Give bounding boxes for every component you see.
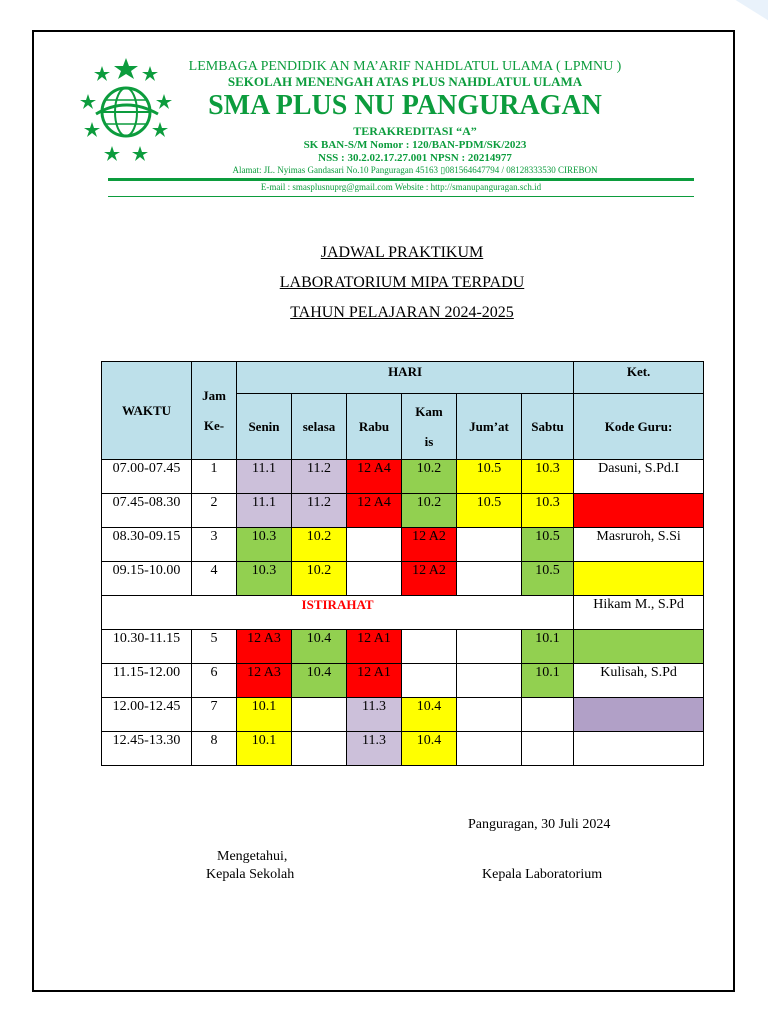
jam-cell: 6 <box>192 664 237 698</box>
class-cell: 12 A2 <box>402 528 457 562</box>
class-cell: 12 A1 <box>347 630 402 664</box>
table-row <box>102 494 704 528</box>
class-cell <box>347 562 402 596</box>
class-cell: 10.3 <box>237 528 292 562</box>
nss-npsn: NSS : 30.2.02.17.27.001 NPSN : 20214977 <box>318 152 512 164</box>
header-jam-line1: Jam <box>202 387 226 403</box>
class-cell <box>457 562 522 596</box>
class-cell: 10.1 <box>237 698 292 732</box>
class-cell: 10.5 <box>522 562 574 596</box>
class-cell: 10.5 <box>457 494 522 528</box>
jam-cell: 3 <box>192 528 237 562</box>
day-kamis <box>402 394 457 460</box>
ket-cell: Kulisah, S.Pd <box>574 664 704 698</box>
class-cell: 10.1 <box>522 630 574 664</box>
sk-number: SK BAN-S/M Nomor : 120/BAN-PDM/SK/2023 <box>303 139 527 151</box>
school-type: SEKOLAH MENENGAH ATAS PLUS NAHDLATUL ULAMA <box>227 74 583 89</box>
class-cell: 10.3 <box>522 494 574 528</box>
class-cell: 10.4 <box>292 664 347 698</box>
waktu-cell: 07.00-07.45 <box>102 460 192 494</box>
class-cell: 10.1 <box>237 732 292 766</box>
jam-cell: 4 <box>192 562 237 596</box>
istirahat-label: ISTIRAHAT <box>102 596 574 630</box>
doc-title: JADWAL PRAKTIKUM <box>320 244 484 261</box>
table-row <box>102 460 704 494</box>
table-row <box>102 664 704 698</box>
letterhead-rule <box>108 178 694 181</box>
waktu-cell: 07.45-08.30 <box>102 494 192 528</box>
school-name: SMA PLUS NU PANGURAGAN <box>208 90 602 121</box>
class-cell <box>522 732 574 766</box>
schedule-table <box>101 361 704 766</box>
class-cell: 11.1 <box>237 460 292 494</box>
ket-cell <box>574 732 704 766</box>
waktu-cell: 11.15-12.00 <box>102 664 192 698</box>
class-cell: 11.2 <box>292 494 347 528</box>
contact-info: E-mail : smasplusnuprg@gmail.com Website : http://smanupanguragan.sch.id <box>260 182 542 192</box>
class-cell <box>457 528 522 562</box>
class-cell: 12 A4 <box>347 494 402 528</box>
class-cell: 11.3 <box>347 698 402 732</box>
class-cell: 10.4 <box>292 630 347 664</box>
waktu-cell: 12.00-12.45 <box>102 698 192 732</box>
address: Alamat: JL. Nyimas Gandasari No.10 Panguragan 45163 ▯081564647794 / 08128333530 CIREBON <box>232 165 598 175</box>
day-sabtu: Sabtu <box>522 394 574 460</box>
day-senin: Senin <box>237 394 292 460</box>
day-jumat: Jum’at <box>457 394 522 460</box>
mengetahui-label: Mengetahui, <box>217 849 288 864</box>
header-jam <box>192 362 237 460</box>
class-cell: 10.2 <box>402 460 457 494</box>
class-cell: 12 A4 <box>347 460 402 494</box>
class-cell: 12 A1 <box>347 664 402 698</box>
class-cell: 10.2 <box>402 494 457 528</box>
place-date: Panguragan, 30 Juli 2024 <box>468 817 611 832</box>
ket-cell <box>574 630 704 664</box>
ket-cell <box>574 698 704 732</box>
class-cell: 12 A3 <box>237 664 292 698</box>
jam-cell: 5 <box>192 630 237 664</box>
ket-cell: Masruroh, S.Si <box>574 528 704 562</box>
accreditation: TERAKREDITASI “A” <box>353 124 477 138</box>
class-cell: 10.3 <box>237 562 292 596</box>
header-hari: HARI <box>237 362 574 394</box>
class-cell <box>292 698 347 732</box>
ket-cell: Dasuni, S.Pd.I <box>574 460 704 494</box>
doc-year: TAHUN PELAJARAN 2024-2025 <box>290 304 514 321</box>
class-cell: 10.2 <box>292 528 347 562</box>
class-cell <box>347 528 402 562</box>
letterhead-rule-thin <box>108 196 694 197</box>
jam-cell: 2 <box>192 494 237 528</box>
class-cell: 10.4 <box>402 698 457 732</box>
jam-cell: 7 <box>192 698 237 732</box>
header-waktu: WAKTU <box>102 362 192 460</box>
kepala-lab-label: Kepala Laboratorium <box>482 867 603 882</box>
header-jam-line2: Ke- <box>203 417 225 433</box>
ket-cell <box>574 494 704 528</box>
day-rabu: Rabu <box>347 394 402 460</box>
class-cell <box>292 732 347 766</box>
jam-cell: 1 <box>192 460 237 494</box>
class-cell: 10.1 <box>522 664 574 698</box>
class-cell: 10.5 <box>522 528 574 562</box>
class-cell <box>457 732 522 766</box>
class-cell: 10.5 <box>457 460 522 494</box>
day-kamis-label: Kamis <box>415 403 443 449</box>
ket-cell <box>574 562 704 596</box>
class-cell <box>522 698 574 732</box>
class-cell: 11.1 <box>237 494 292 528</box>
class-cell <box>402 630 457 664</box>
class-cell: 10.2 <box>292 562 347 596</box>
waktu-cell: 10.30-11.15 <box>102 630 192 664</box>
header-ket: Ket. <box>574 362 704 394</box>
foundation-name: LEMBAGA PENDIDIK AN MA’ARIF NAHDLATUL ULAMA ( LPMNU ) <box>188 59 622 74</box>
ket-cell: Hikam M., S.Pd <box>574 596 704 630</box>
table-row <box>102 698 704 732</box>
class-cell: 10.3 <box>522 460 574 494</box>
jam-cell: 8 <box>192 732 237 766</box>
class-cell <box>402 664 457 698</box>
kepala-sekolah-label: Kepala Sekolah <box>206 867 295 882</box>
table-row <box>102 562 704 596</box>
table-row <box>102 528 704 562</box>
class-cell <box>457 664 522 698</box>
header-kode-guru: Kode Guru: <box>574 394 704 460</box>
class-cell <box>457 698 522 732</box>
class-cell <box>457 630 522 664</box>
doc-subtitle: LABORATORIUM MIPA TERPADU <box>279 274 525 291</box>
class-cell: 11.3 <box>347 732 402 766</box>
waktu-cell: 08.30-09.15 <box>102 528 192 562</box>
waktu-cell: 09.15-10.00 <box>102 562 192 596</box>
class-cell: 12 A3 <box>237 630 292 664</box>
waktu-cell: 12.45-13.30 <box>102 732 192 766</box>
class-cell: 12 A2 <box>402 562 457 596</box>
day-selasa: selasa <box>292 394 347 460</box>
table-row <box>102 732 704 766</box>
table-row <box>102 630 704 664</box>
class-cell: 10.4 <box>402 732 457 766</box>
class-cell: 11.2 <box>292 460 347 494</box>
